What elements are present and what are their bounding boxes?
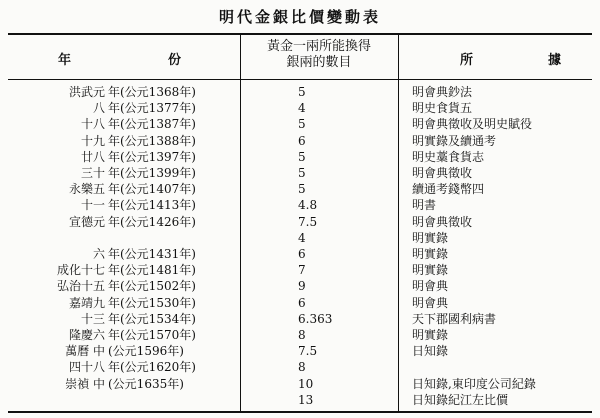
ratio-cell: 13	[298, 392, 314, 407]
year-cell: 年(公元1570年)	[108, 328, 196, 342]
source-cell: 日知錄	[412, 344, 449, 359]
era-cell: 成化十七	[56, 263, 105, 278]
table-row	[8, 344, 592, 359]
source-cell: 明會典徵收	[412, 166, 473, 180]
era-cell: 三十	[80, 166, 105, 180]
year-cell: (公元1596年)	[108, 344, 184, 359]
year-cell: 年(公元1620年)	[108, 360, 196, 375]
source-cell: 明史藁食貨志	[412, 149, 485, 164]
table-row	[8, 134, 592, 149]
era-cell: 弘治十五	[56, 279, 105, 294]
header-source-right: 據	[548, 53, 562, 68]
ratio-cell: 5	[298, 85, 306, 99]
ratio-cell: 4	[298, 230, 306, 245]
source-cell: 明會典	[412, 295, 449, 310]
era-cell: 八	[92, 101, 105, 116]
year-cell: 年(公元1534年)	[108, 311, 196, 326]
ratio-cell: 4	[298, 101, 306, 116]
header-ratio-line2: 銀兩的數目	[286, 55, 352, 70]
ratio-cell: 5	[298, 182, 306, 197]
era-cell: 十九	[80, 133, 105, 148]
source-cell: 明實錄	[412, 247, 449, 261]
source-cell: 明史食貨五	[412, 101, 473, 116]
ratio-cell: 5	[298, 149, 306, 164]
table-row	[8, 263, 592, 278]
header-ratio-line1: 黃金一兩所能換得	[266, 39, 371, 54]
year-cell: 年(公元1407年)	[108, 182, 196, 197]
table-row	[8, 198, 592, 213]
header-divider	[8, 79, 592, 80]
era-cell: 隆慶六	[68, 328, 105, 342]
source-cell: 明會典徵收及明史賦役	[412, 117, 533, 132]
table-row	[8, 312, 592, 327]
ratio-cell: 9	[298, 279, 306, 294]
table-row	[8, 231, 592, 246]
year-cell: 年(公元1377年)	[108, 101, 196, 116]
era-cell: 嘉靖九	[68, 295, 105, 310]
year-cell: 年(公元1431年)	[108, 247, 196, 261]
ratio-cell: 4.8	[298, 198, 318, 213]
year-cell: 年(公元1530年)	[108, 295, 196, 310]
ratio-cell: 6	[298, 133, 306, 148]
table-row	[8, 101, 592, 116]
source-cell: 明會典	[412, 279, 449, 294]
header-year-right: 份	[168, 53, 182, 68]
ratio-cell: 7.5	[298, 214, 318, 229]
ratio-cell: 10	[298, 376, 314, 391]
year-cell: 年(公元1399年)	[108, 166, 196, 180]
table-row	[8, 215, 592, 230]
table-title: 明代金銀比價變動表	[218, 8, 381, 26]
era-cell: 崇禎 中	[65, 376, 105, 391]
year-cell: 年(公元1481年)	[108, 263, 196, 278]
source-cell: 明實錄	[412, 230, 449, 245]
year-cell: 年(公元1368年)	[108, 85, 196, 99]
source-cell: 明會典徵收	[412, 214, 473, 229]
table-row	[8, 85, 592, 100]
header-year-left: 年	[58, 53, 72, 68]
table-row	[8, 393, 592, 408]
source-cell: 日知錄,東印度公司紀錄	[412, 376, 536, 391]
era-cell: 四十八	[68, 360, 105, 375]
price-table	[8, 33, 592, 413]
ratio-cell: 8	[298, 328, 306, 342]
header-ratio	[243, 39, 395, 71]
era-cell: 廿八	[80, 149, 105, 164]
table-row	[8, 377, 592, 392]
table-row	[8, 166, 592, 181]
ratio-cell: 7	[298, 263, 306, 278]
ratio-cell: 5	[298, 117, 306, 132]
table-row	[8, 279, 592, 294]
ratio-cell: 8	[298, 360, 306, 375]
source-cell: 續通考錢幣四	[412, 182, 485, 197]
year-cell: 年(公元1387年)	[108, 117, 196, 132]
ratio-cell: 7.5	[298, 344, 318, 359]
table-row	[8, 150, 592, 165]
year-cell: 年(公元1426年)	[108, 214, 196, 229]
year-cell: 年(公元1397年)	[108, 149, 196, 164]
era-cell: 洪武元	[68, 85, 105, 99]
ratio-cell: 6	[298, 295, 306, 310]
table-row	[8, 328, 592, 343]
table-row	[8, 296, 592, 311]
source-cell: 明實錄	[412, 263, 449, 278]
year-cell: 年(公元1502年)	[108, 279, 196, 294]
era-cell: 十三	[80, 311, 105, 326]
year-cell: 年(公元1388年)	[108, 133, 196, 148]
source-cell: 天下郡國利病書	[412, 311, 497, 326]
era-cell: 六	[92, 247, 105, 261]
source-cell: 明書	[412, 198, 437, 213]
era-cell: 萬曆 中	[65, 344, 105, 359]
source-cell: 明會典鈔法	[412, 85, 473, 99]
era-cell: 十一	[80, 198, 105, 213]
table-row	[8, 182, 592, 197]
era-cell: 永樂五	[68, 182, 105, 197]
year-cell: 年(公元1413年)	[108, 198, 196, 213]
ratio-cell: 5	[298, 166, 306, 180]
ratio-cell: 6.363	[298, 311, 333, 326]
year-cell: (公元1635年)	[108, 376, 184, 391]
header-source-left: 所	[460, 53, 474, 68]
table-row	[8, 247, 592, 262]
era-cell: 十八	[80, 117, 105, 132]
ratio-cell: 6	[298, 247, 306, 261]
source-cell: 明實錄	[412, 328, 449, 342]
source-cell: 明實錄及續通考	[412, 133, 497, 148]
era-cell: 宣德元	[68, 214, 105, 229]
table-row	[8, 360, 592, 375]
source-cell: 日知錄紀江左比價	[412, 392, 509, 407]
table-row	[8, 117, 592, 132]
